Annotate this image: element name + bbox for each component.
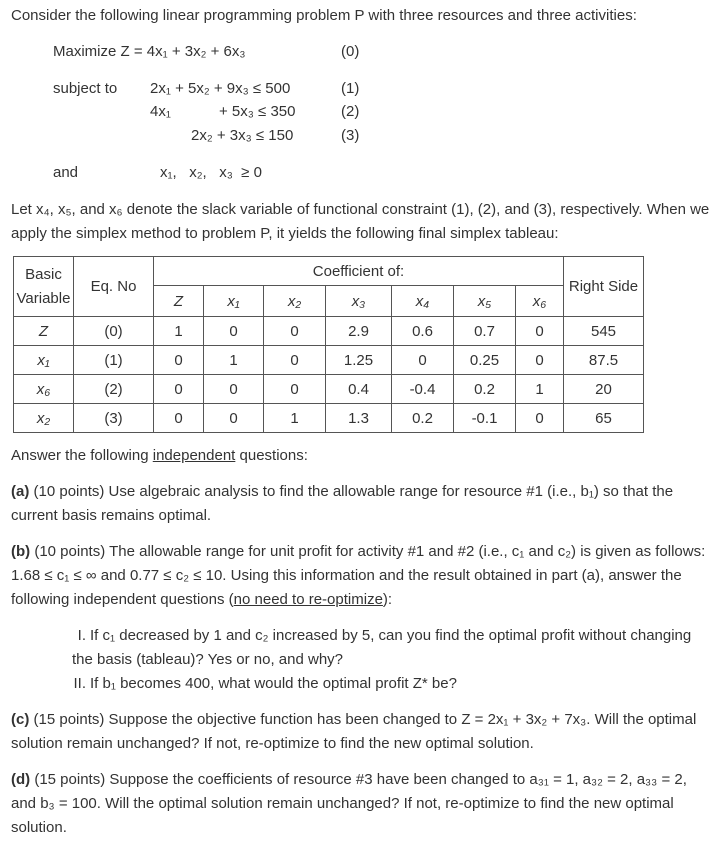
row-eq: (0) [74,317,154,346]
question-a [11,480,711,528]
constraint-1: 2x₁ + 5x₂ + 9x₃ ≤ 500 [150,80,291,97]
col-header: x₅ [454,286,516,317]
col-header: x₁ [204,286,264,317]
cell: 1.25 [326,346,392,375]
answer-intro-text: Answer the following [11,447,153,464]
row-basic: x₂ [14,404,74,433]
question-b-emphasis: no need to re-optimize [233,591,383,608]
question-b-text-end: ): [382,591,393,608]
question-b-label: (b) [11,543,31,560]
row-eq: (3) [74,404,154,433]
question-a-text: (10 points) Use algebraic analysis to find the allowable range for resource #1 (i.e., b₁) so that the current basis remains optimal. [11,483,674,524]
cell: 0.25 [454,346,516,375]
cell: 0 [392,346,454,375]
question-a-label: (a) [11,483,30,500]
intro-text: Consider the following linear programming problem P with three resources and three activities: [11,7,637,24]
col-header: x₃ [326,286,392,317]
cell: 0 [264,317,326,346]
constraint-2-tag: (2) [341,103,360,120]
table-row [14,346,644,375]
cell: 2.9 [326,317,392,346]
cell: 0 [204,404,264,433]
constraint-2-right: + 5x₃ ≤ 350 [219,103,296,120]
row-rhs: 65 [564,404,644,433]
objective-tag: (0) [341,43,360,60]
cell: 0.6 [392,317,454,346]
question-c-label: (c) [11,711,30,728]
cell: 0 [204,375,264,404]
answer-instructions [11,446,308,466]
row-basic: x₁ [14,346,74,375]
col-header: x₆ [516,286,564,317]
cell: 0 [204,317,264,346]
constraint-2-left: 4x₁ [150,103,171,120]
question-b [11,540,711,612]
simplex-tableau [13,256,644,433]
cell: 1 [264,404,326,433]
cell: 0.4 [326,375,392,404]
question-c [11,708,711,756]
and-label: and [53,164,79,181]
col-header: x₄ [392,286,454,317]
header-right-side: Right Side [564,257,644,317]
question-d-text: (15 points) Suppose the coefficients of resource #3 have been changed to a₃₁ = 1, a₃₂ = 2, a₃₃ = 2, and b₃ = 100. Will the optimal solution remain unchanged? If not, re-optimize to find the new optimal solution. [11,771,687,836]
row-rhs: 87.5 [564,346,644,375]
row-eq: (2) [74,375,154,404]
table-row [14,375,644,404]
table-row [14,317,644,346]
item-number: II. [73,675,86,692]
nonnegativity-constraint: x₁, x₂, x₃ ≥ 0 [160,164,262,181]
row-basic: Z [14,317,74,346]
col-header: x₂ [264,286,326,317]
header-coefficient: Coefficient of: [154,257,564,286]
row-basic: x₆ [14,375,74,404]
cell: 0 [516,404,564,433]
question-b-item-2 [72,672,712,696]
subject-to-label: subject to [53,80,118,97]
cell: 0 [264,346,326,375]
cell: -0.1 [454,404,516,433]
objective-function: Maximize Z = 4x₁ + 3x₂ + 6x₃ [53,43,246,60]
question-c-text: (15 points) Suppose the objective function has been changed to Z = 2x₁ + 3x₂ + 7x₃. Will the optimal solution remain unchanged? If not, re-optimize to find the new optimal solution. [11,711,697,752]
constraint-3: 2x₂ + 3x₃ ≤ 150 [191,127,294,144]
row-rhs: 20 [564,375,644,404]
cell: 0.2 [392,404,454,433]
question-b-item-1 [72,624,712,672]
question-b-text: (10 points) The allowable range for unit profit for activity #1 and #2 (i.e., c₁ and c₂) is given as follows: 1.68 ≤ c₁ ≤ ∞ and 0.77 ≤ c₂ ≤ 10. Using this information and the result obtained in part (a), answer the following independent questions ( [11,543,706,608]
cell: 0.2 [454,375,516,404]
item-text: If b₁ becomes 400, what would the optimal profit Z* be? [90,675,457,692]
cell: 0 [154,404,204,433]
table-row [14,404,644,433]
constraint-1-tag: (1) [341,80,360,97]
cell: 0.7 [454,317,516,346]
slack-description: Let x₄, x₅, and x₆ denote the slack variable of functional constraint (1), (2), and (3), respectively. When we apply the simplex method to problem P, it yields the following final simplex tableau: [11,201,710,242]
header-basic-variable: Basic Variable [14,257,74,317]
cell: 1.3 [326,404,392,433]
question-d-label: (d) [11,771,31,788]
row-rhs: 545 [564,317,644,346]
cell: 0 [516,317,564,346]
cell: 1 [516,375,564,404]
cell: 0 [154,375,204,404]
cell: 1 [204,346,264,375]
answer-intro-text-end: questions: [235,447,308,464]
cell: 0 [154,346,204,375]
row-eq: (1) [74,346,154,375]
cell: 0 [516,346,564,375]
cell: 1 [154,317,204,346]
cell: 0 [264,375,326,404]
item-number: I. [77,627,86,644]
question-d [11,768,711,840]
constraint-3-tag: (3) [341,127,360,144]
col-header: Z [154,286,204,317]
answer-intro-emphasis: independent [152,447,236,464]
cell: -0.4 [392,375,454,404]
item-text: If c₁ decreased by 1 and c₂ increased by 5, can you find the optimal profit without changing the basis (tableau)? Yes or no, and why? [72,627,692,668]
header-eq-no: Eq. No [74,257,154,317]
